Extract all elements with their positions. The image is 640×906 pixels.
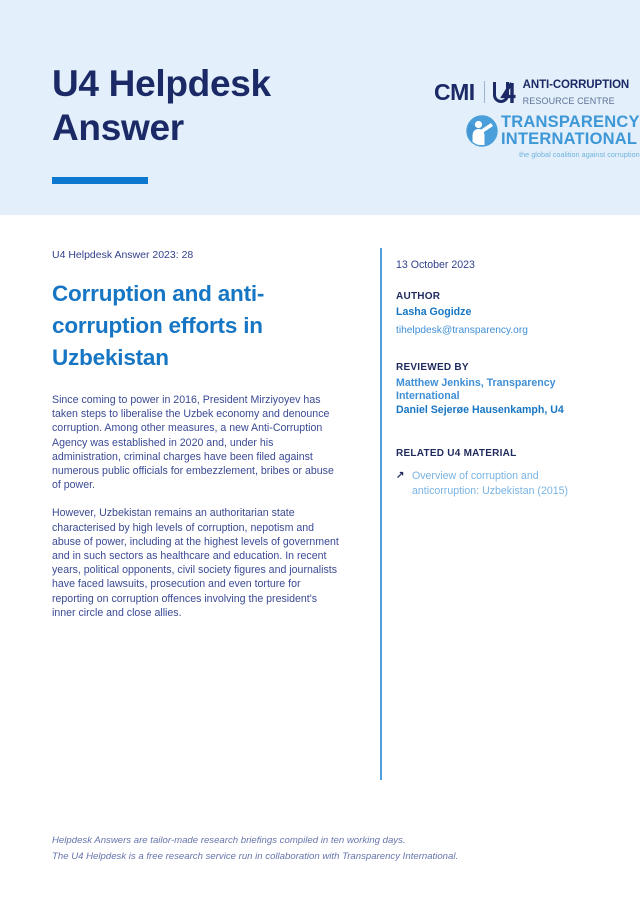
related-material-label: RELATED U4 MATERIAL xyxy=(396,448,517,459)
column-divider xyxy=(380,248,382,780)
ti-logo-line1: TRANSPARENCY xyxy=(501,113,640,131)
header-band xyxy=(0,0,640,215)
ti-emblem-icon xyxy=(466,115,498,147)
ti-logo-text xyxy=(501,114,640,159)
abstract-paragraph: Since coming to power in 2016, President Mirziyoyev has taken steps to liberalise the Uzbek economy and denounce corruption. Among other measures, a new Anti-Corruption Agency was established in 2020 and, under his administration, criminal charges have been filed against numerous public officials for embezzlement, bribes or abuse of power. xyxy=(52,394,334,492)
page-title: U4 Helpdesk Answer xyxy=(52,63,271,148)
reviewed-by-block xyxy=(396,361,601,418)
ti-logo-line2: INTERNATIONAL xyxy=(501,130,638,148)
answer-number-kicker: U4 Helpdesk Answer 2023: 28 xyxy=(52,249,194,261)
document-title: Corruption and anti-corruption efforts in Uzbekistan xyxy=(52,281,265,370)
transparency-international-logo xyxy=(466,114,640,159)
title-accent-bar xyxy=(52,177,148,184)
ti-logo-tagline: the global coalition against corruption xyxy=(519,150,640,159)
u4-logo-line2: RESOURCE CENTRE xyxy=(522,96,615,106)
list-item[interactable] xyxy=(396,469,601,499)
related-material-block xyxy=(396,447,601,499)
author-label: AUTHOR xyxy=(396,291,441,302)
logo-divider xyxy=(484,81,485,103)
reviewer-name: Matthew Jenkins, Transparency International xyxy=(396,376,556,402)
footer-line: The U4 Helpdesk is a free research service run in collaboration with Transparency International. xyxy=(52,851,459,862)
footer-line: Helpdesk Answers are tailor-made research briefings compiled in ten working days. xyxy=(52,835,406,846)
reviewer-name: Daniel Sejerøe Hausenkamph, U4 xyxy=(396,403,564,416)
related-material-list xyxy=(396,469,601,499)
author-name: Lasha Gogidze xyxy=(396,306,472,318)
u4-mark-icon xyxy=(492,80,518,105)
cmi-wordmark: CMI xyxy=(434,78,475,105)
author-block xyxy=(396,290,601,338)
abstract-paragraph: However, Uzbekistan remains an authoritarian state characterised by high levels of corruption, nepotism and abuse of power, including at the highest levels of government and in such sectors as healthcare and education. In recent years, political opponents, civil society figures and journalists have faced lawsuits, prosecution and even torture for reporting on corruption offences involving the president's inner circle and close allies. xyxy=(52,507,339,619)
related-material-link[interactable]: Overview of corruption and anticorruption: Uzbekistan (2015) xyxy=(412,470,569,497)
external-link-arrow-icon: ↗ xyxy=(396,470,405,481)
metadata-column xyxy=(396,258,601,499)
author-email[interactable]: tihelpdesk@transparency.org xyxy=(396,324,528,336)
publication-date: 13 October 2023 xyxy=(396,259,475,271)
reviewed-by-label: REVIEWED BY xyxy=(396,361,469,373)
u4-logo-text xyxy=(523,76,629,108)
cmi-u4-logo xyxy=(434,78,629,106)
u4-logo-line1: ANTI-CORRUPTION xyxy=(522,79,630,91)
footer xyxy=(52,833,572,865)
main-content-column xyxy=(52,248,342,620)
